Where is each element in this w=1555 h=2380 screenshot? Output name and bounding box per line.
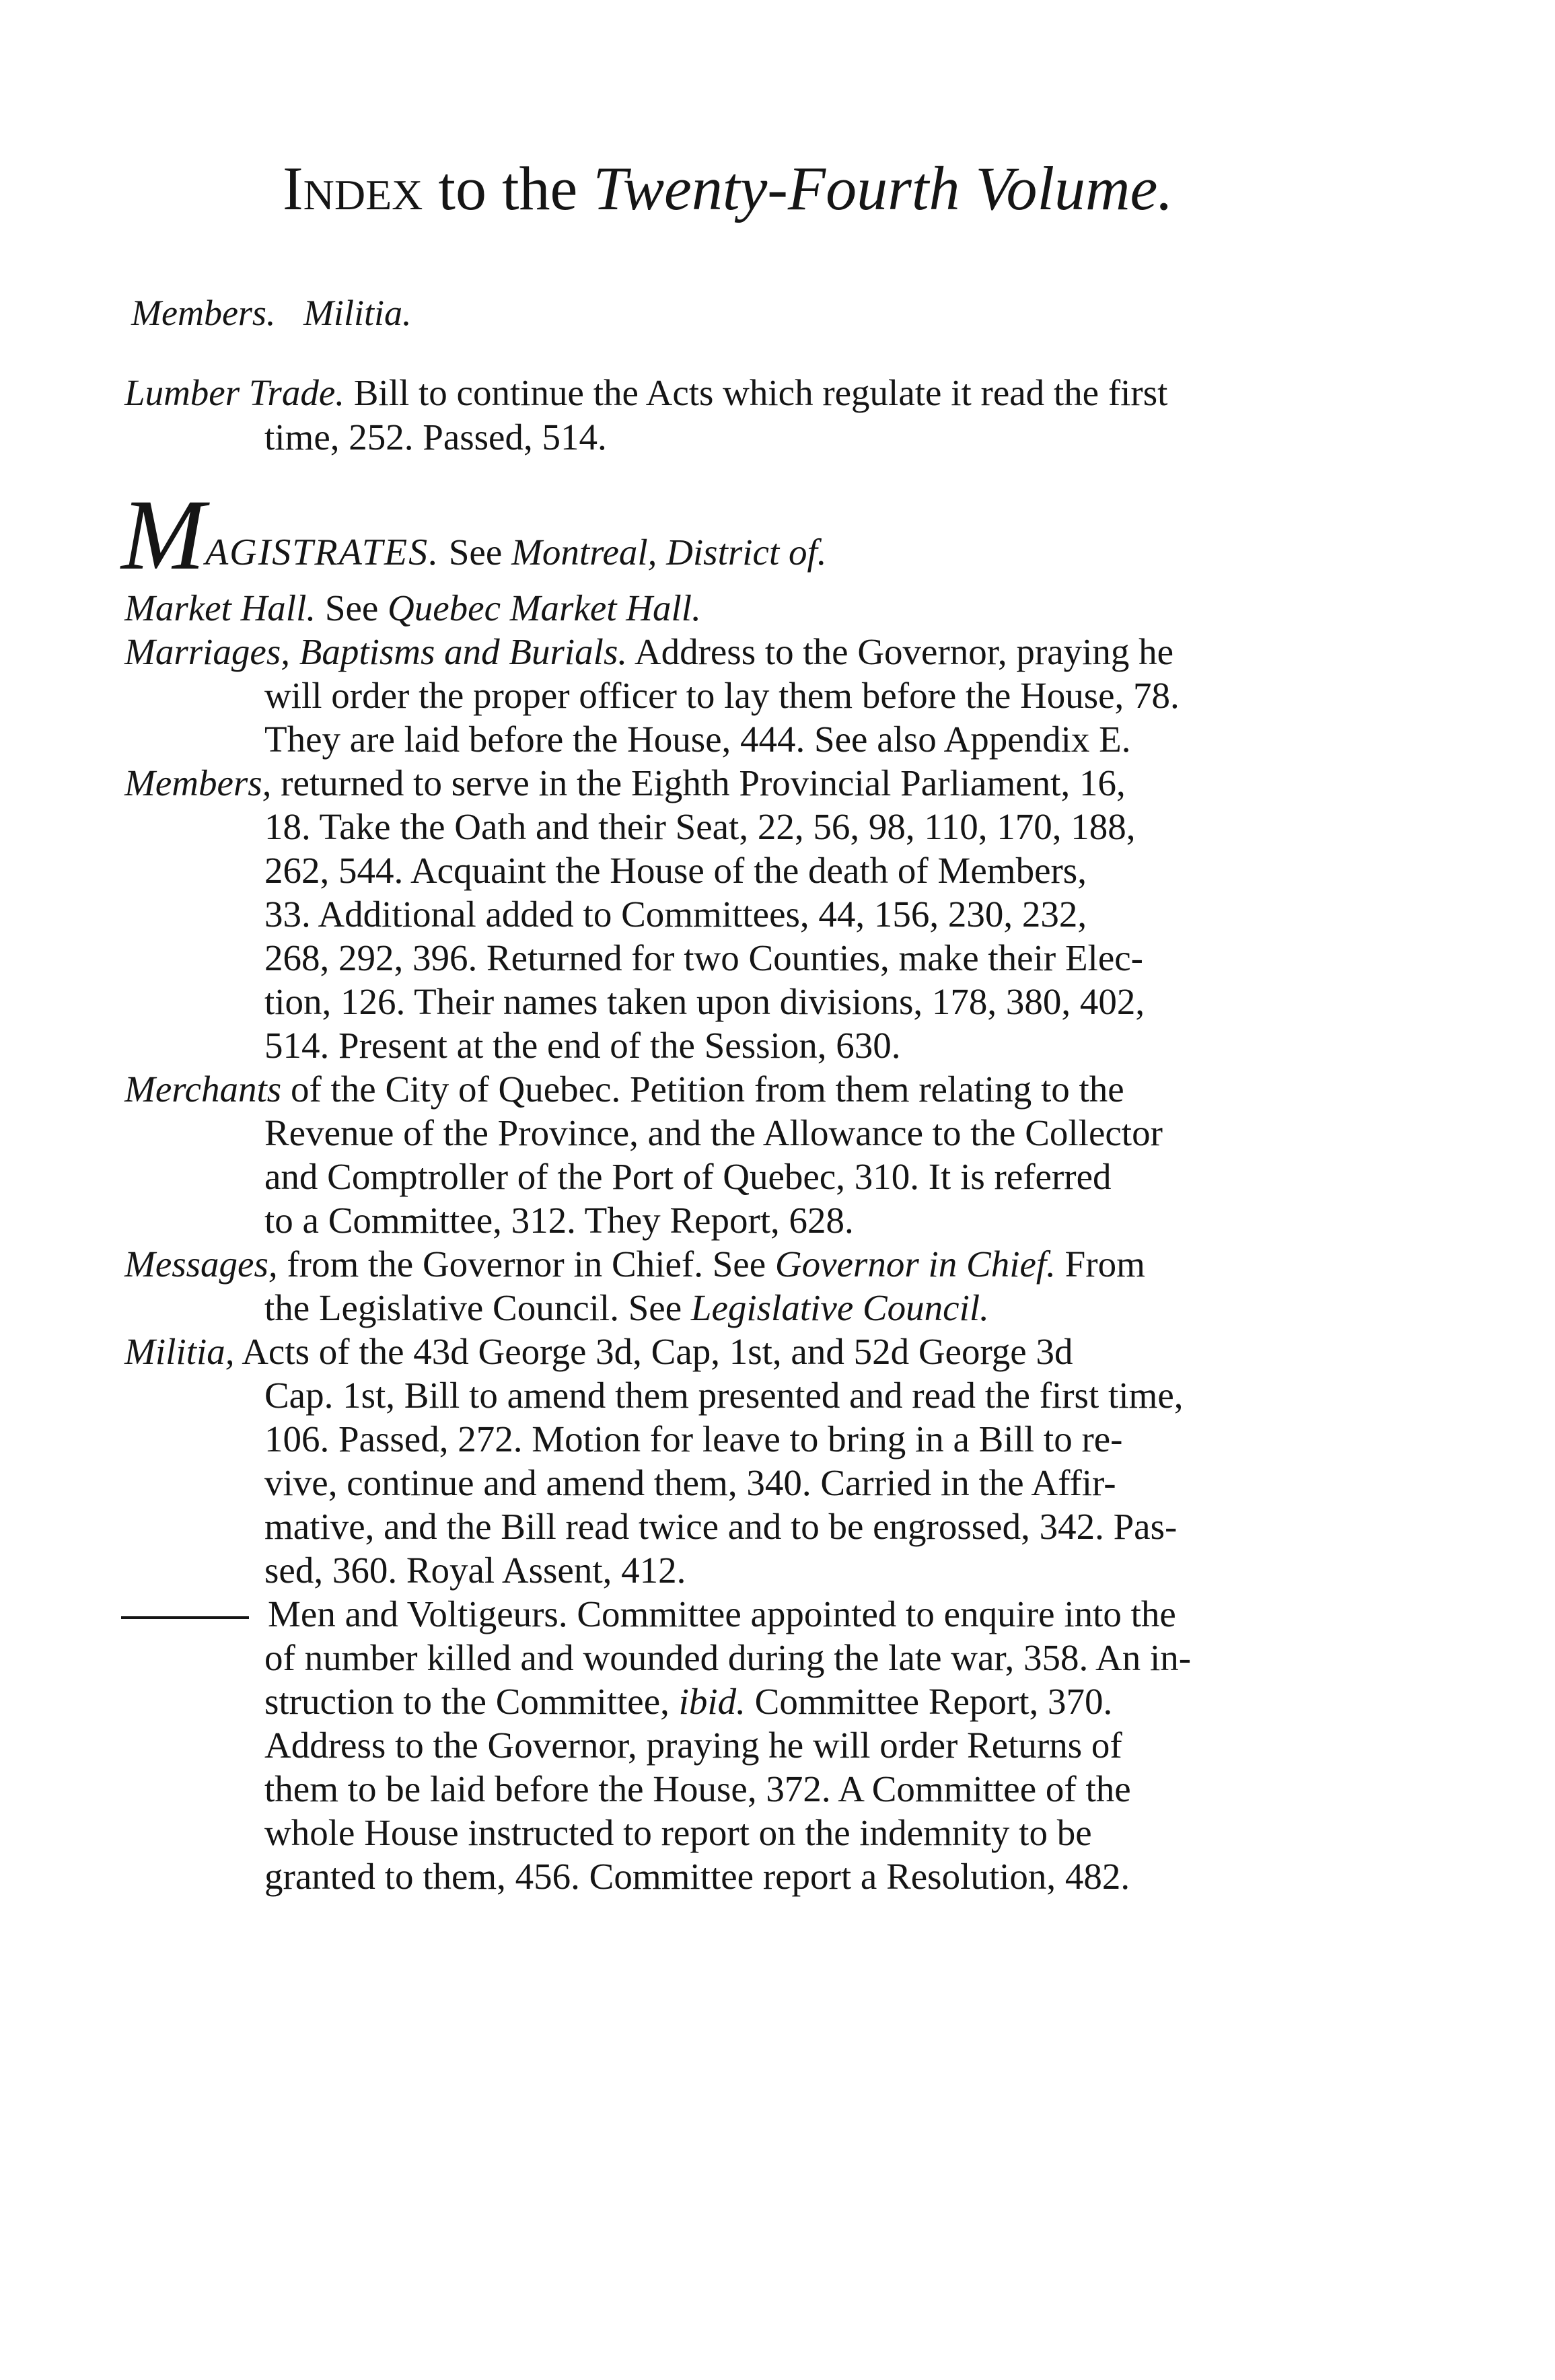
entry-text: and Comptroller of the Port of Quebec, 310. It is referred (264, 1156, 1112, 1197)
entry-head: Militia, (124, 1331, 235, 1372)
entry-text: Bill to continue the Acts which regulate it read the first (353, 372, 1168, 413)
header-index-word: Index (283, 154, 423, 223)
entry-text: sed, 360. Royal Assent, 412. (264, 1550, 686, 1591)
entry-text: whole House instructed to report on the indemnity to be (264, 1812, 1092, 1853)
entry-text: 33. Additional added to Committees, 44, 156, 230, 232, (264, 894, 1087, 935)
entry-text: from the Governor in Chief. See (287, 1243, 766, 1285)
entry-text: to a Committee, 312. They Report, 628. (264, 1200, 854, 1241)
see-word: See (324, 587, 379, 628)
see-reference: Montreal, District of. (511, 532, 827, 573)
entry-text: of the City of Quebec. Petition from them relating to the (290, 1069, 1124, 1110)
running-heads (131, 289, 430, 336)
entry-head: Marriages, Baptisms and Burials. (124, 631, 628, 672)
entry-text: will order the proper officer to lay them before the House, 78. (264, 675, 1180, 716)
entry-text: Committee Report, 370. (754, 1681, 1113, 1722)
running-head-1: Members. (131, 293, 276, 333)
entry-text: of number killed and wounded during the late war, 358. An in- (264, 1637, 1192, 1678)
see-reference: Quebec Market Hall. (388, 587, 701, 628)
entry-text: Address to the Governor, praying he (634, 631, 1174, 672)
entry-text: vive, continue and amend them, 340. Carried in the Affir- (264, 1462, 1116, 1503)
entry-text: granted to them, 456. Committee report a Resolution, 482. (264, 1856, 1130, 1897)
see-word: See (448, 532, 503, 573)
entry-text: They are laid before the House, 444. See also Appendix E. (264, 719, 1131, 760)
entry-head: Members, (124, 762, 272, 803)
entry-head: Merchants (124, 1069, 282, 1110)
entry-text: Cap. 1st, Bill to amend them presented and read the first time, (264, 1375, 1184, 1416)
entry-head: Messages, (124, 1243, 278, 1285)
entry-text: 106. Passed, 272. Motion for leave to bring in a Bill to re- (264, 1418, 1123, 1459)
entry-head: Market Hall. (124, 587, 316, 628)
entry-text: time, 252. Passed, 514. (264, 417, 607, 458)
see-reference: Governor in Chief. (774, 1243, 1056, 1285)
entry-text: tion, 126. Their names taken upon divisions, 178, 380, 402, (264, 981, 1145, 1022)
entry-text: Address to the Governor, praying he will order Returns of (264, 1725, 1122, 1766)
running-head-2: Militia. (303, 293, 412, 333)
entry-text: Acts of the 43d George 3d, Cap, 1st, and 52d George 3d (242, 1331, 1073, 1372)
page-header (283, 151, 1258, 225)
header-volume: Twenty-Fourth Volume. (593, 154, 1173, 223)
entry-text: 514. Present at the end of the Session, 630. (264, 1025, 901, 1066)
entry-text: Men and Voltigeurs. Committee appointed to enquire into the (268, 1593, 1176, 1634)
entry-text: From (1064, 1243, 1145, 1285)
header-to-the: to the (438, 154, 578, 223)
entry-text: them to be laid before the House, 372. A Committee of the (264, 1768, 1131, 1809)
entry-text: the Legislative Council. See (264, 1287, 682, 1328)
entry-text: Revenue of the Province, and the Allowance to the Collector (264, 1112, 1163, 1153)
entry-head: AGISTRATES. (205, 532, 440, 573)
entry-text: returned to serve in the Eighth Provincial Parliament, 16, (281, 762, 1126, 803)
entry-text: 262, 544. Acquaint the House of the death of Members, (264, 850, 1087, 891)
entry-dash (121, 1616, 249, 1619)
entry-head: Lumber Trade. (124, 372, 345, 413)
entry-text: 268, 292, 396. Returned for two Counties, make their Elec- (264, 937, 1143, 978)
ibid-reference: ibid. (678, 1681, 746, 1722)
entry-text: mative, and the Bill read twice and to be engrossed, 342. Pas- (264, 1506, 1178, 1547)
entry-text: 18. Take the Oath and their Seat, 22, 56, 98, 110, 170, 188, (264, 806, 1136, 847)
drop-initial: M (121, 479, 205, 591)
see-reference: Legislative Council. (690, 1287, 989, 1328)
entry-text: struction to the Committee, (264, 1681, 670, 1722)
